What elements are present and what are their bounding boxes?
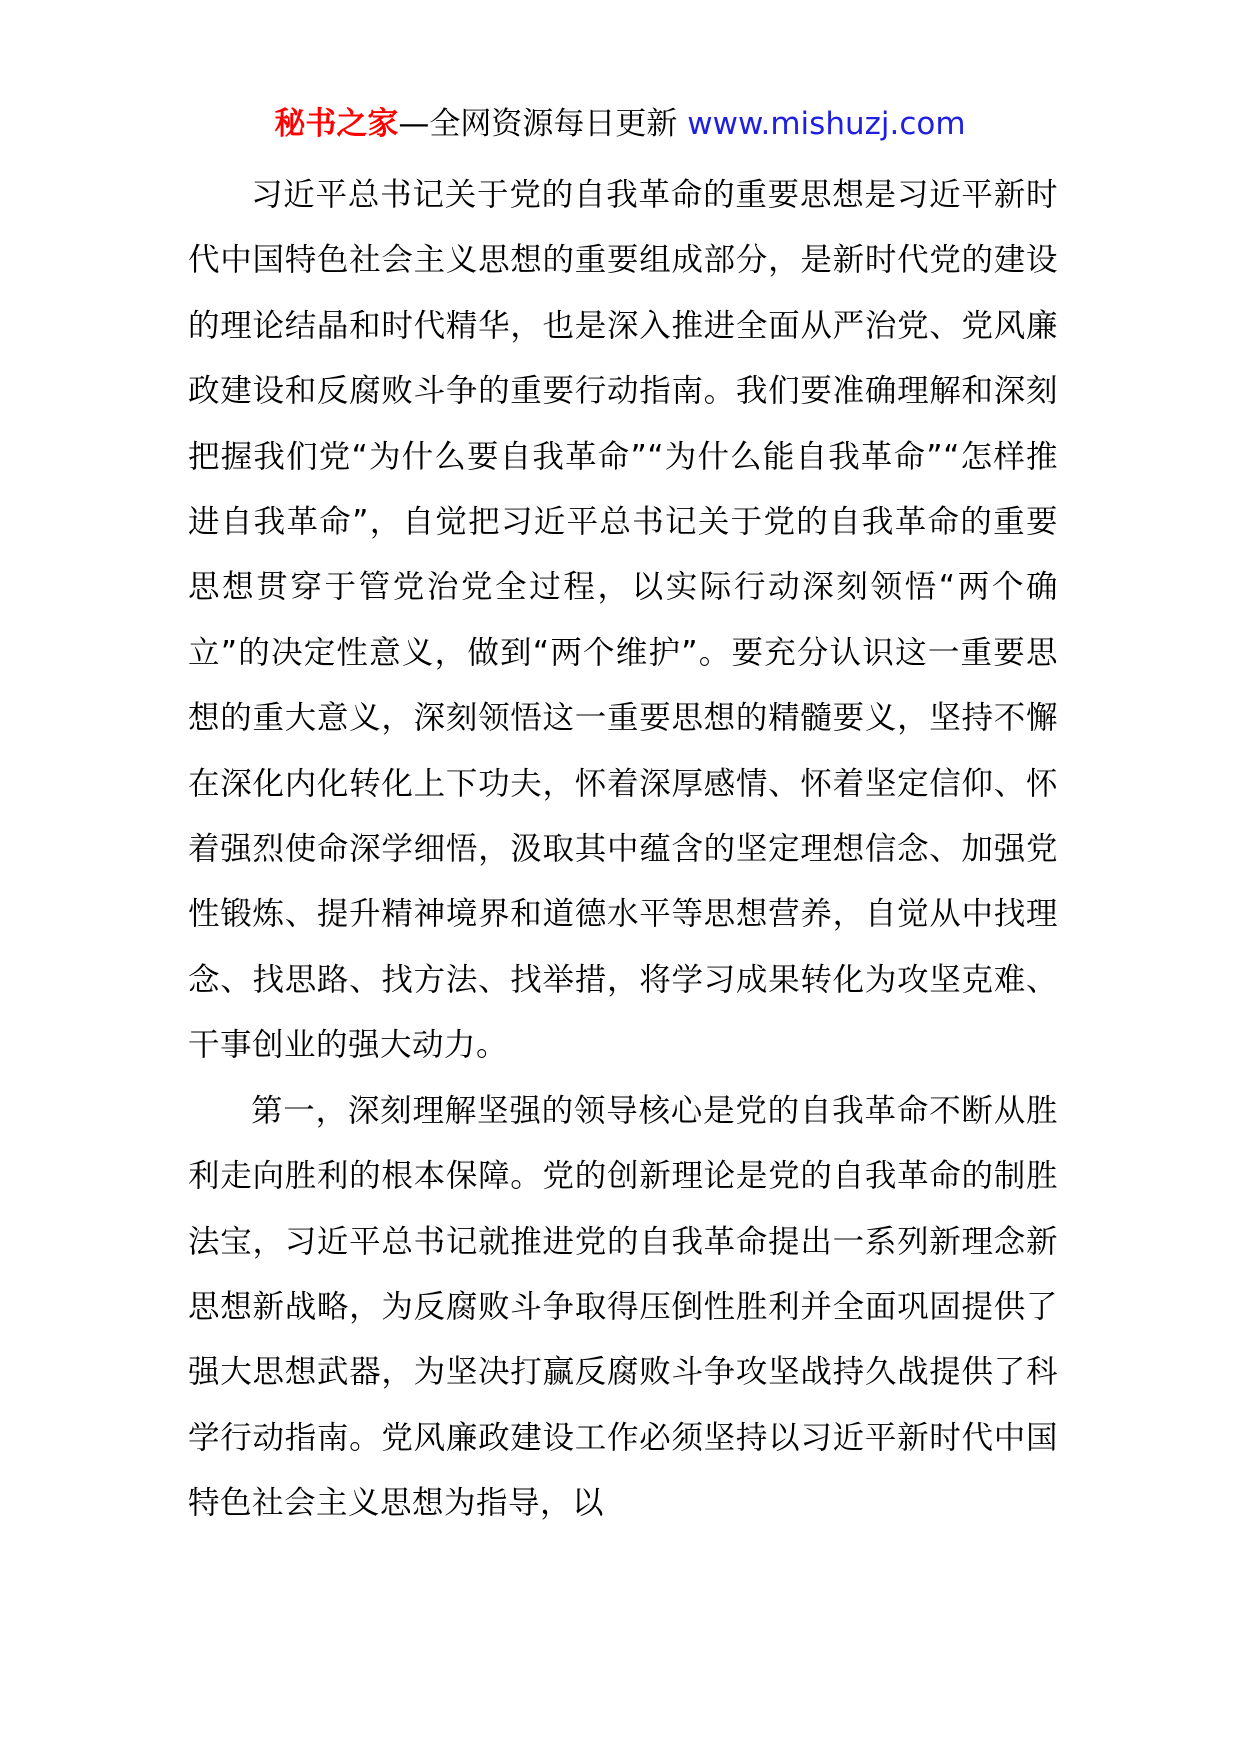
document-body <box>188 163 1058 1537</box>
page-header <box>0 98 1240 150</box>
site-brand: 秘书之家 <box>274 106 399 142</box>
paragraph-first-point: 第一，深刻理解坚强的领导核心是党的自我革命不断从胜利走向胜利的根本保障。党的创新理论是党的自我革命的制胜法宝，习近平总书记就推进党的自我革命提出一系列新理念新思想新战略，为反腐败斗争取得压倒性胜利并全面巩固提供了强大思想武器，为坚决打赢反腐败斗争攻坚战持久战提供了科学行动指南。党风廉政建设工作必须坚持以习近平新时代中国特色社会主义思想为指导，以 <box>188 1092 1058 1522</box>
paragraph-intro: 习近平总书记关于党的自我革命的重要思想是习近平新时代中国特色社会主义思想的重要组成部分，是新时代党的建设的理论结晶和时代精华，也是深入推进全面从严治党、党风廉政建设和反腐败斗争的重要行动指南。我们要准确理解和深刻把握我们党“为什么要自我革命”“为什么能自我革命”“怎样推进自我革命”，自觉把习近平总书记关于党的自我革命的重要思想贯穿于管党治党全过程，以实际行动深刻领悟“两个确立”的决定性意义，做到“两个维护”。要充分认识这一重要思想的重大意义，深刻领悟这一重要思想的精髓要义，坚持不懈在深化内化转化上下功夫，怀着深厚感情、怀着坚定信仰、怀着强烈使命深学细悟，汲取其中蕴含的坚定理想信念、加强党性锻炼、提升精神境界和道德水平等思想营养，自觉从中找理念、找思路、找方法、找举措，将学习成果转化为攻坚克难、干事创业的强大动力。 <box>188 177 1058 1064</box>
site-url-link[interactable]: www.mishuzj.com <box>687 106 966 142</box>
site-slogan: —全网资源每日更新 <box>398 106 688 142</box>
